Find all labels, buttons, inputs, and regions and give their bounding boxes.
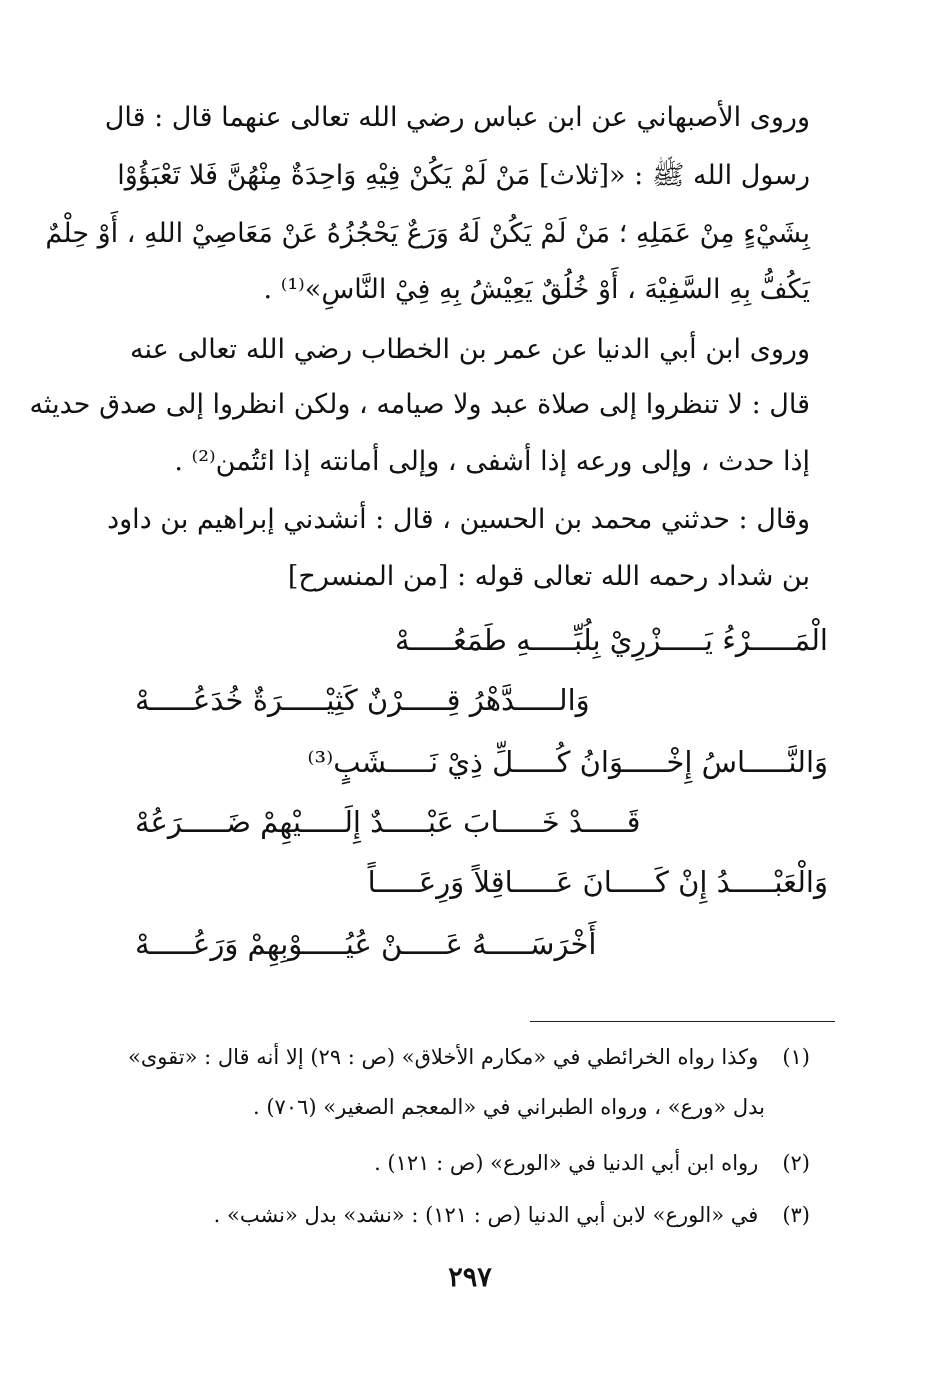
footnote-3-text: في «الورع» لابن أبي الدنيا (ص : ١٢١) : «نشد» بدل «نشب» . bbox=[213, 1203, 759, 1227]
footnote-3-number: (٣) bbox=[782, 1203, 810, 1227]
footnote-3 bbox=[130, 1198, 810, 1232]
footnote-2-number: (٢) bbox=[782, 1151, 810, 1175]
body-line-9: بن شداد رحمه الله تعالى قوله : [من المنسرح] bbox=[287, 561, 810, 592]
page-number: ٢٩٧ bbox=[448, 1262, 492, 1293]
body-line-6: قال : لا تنظروا إلى صلاة عبد ولا صيامه ، ولكن انظروا إلى صدق حديثه bbox=[29, 389, 810, 420]
body-line-2: رسول الله ﷺ : «[ثلاث] مَنْ لَمْ يَكُنْ فِيْهِ وَاحِدَةٌ مِنْهُنَّ فَلا تَعْبَؤُوْا bbox=[117, 160, 810, 191]
verse-1-first-hemistich: الْمَـــــرْءُ يَـــــزْرِيْ بِلُبِّـــــهِ طَمَعُـــــهْ bbox=[394, 623, 828, 657]
body-line-1: وروى الأصبهاني عن ابن عباس رضي الله تعالى عنهما قال : قال bbox=[104, 102, 810, 133]
body-line-8: وقال : حدثني محمد بن الحسين ، قال : أنشدني إبراهيم بن داود bbox=[107, 504, 810, 535]
body-line-7: إذا حدث ، وإلى ورعه إذا أشفى ، وإلى أمانته إذا ائتُمن⁽²⁾ . bbox=[174, 446, 810, 477]
body-line-5: وروى ابن أبي الدنيا عن عمر بن الخطاب رضي الله تعالى عنه bbox=[130, 334, 810, 365]
footnote-1-line-1: وكذا رواه الخرائطي في «مكارم الأخلاق» (ص : ٢٩) إلا أنه قال : «تقوى» bbox=[128, 1045, 759, 1069]
verse-3-second-hemistich: أَخْرَسَـــــهُ عَـــــنْ عُيُـــــوْبِهِمْ وَرَعُـــــهْ bbox=[135, 927, 597, 961]
body-line-4: يَكُفُّ بِهِ السَّفِيْهَ ، أَوْ خُلُقٌ يَعِيْشُ بِهِ فِيْ النَّاسِ»⁽¹⁾ . bbox=[263, 274, 810, 305]
footnote-1-number: (١) bbox=[782, 1045, 810, 1069]
footnote-2 bbox=[130, 1146, 810, 1180]
verse-3-first-hemistich: وَالْعَبْـــــدُ إِنْ كَـــــانَ عَـــــاقِلاً وَرِعَـــــاً bbox=[367, 865, 828, 899]
verse-1-second-hemistich: وَالـــــدَّهْرُ قِـــــرْنٌ كَثِيْـــــرَةٌ خُدَعُـــــهْ bbox=[135, 683, 590, 717]
verse-2-second-hemistich: قَـــــدْ خَـــــابَ عَبْـــــدٌ إِلَـــــيْهِمْ ضَـــــرَعُهْ bbox=[135, 805, 641, 839]
footnote-2-text: رواه ابن أبي الدنيا في «الورع» (ص : ١٢١) . bbox=[374, 1151, 759, 1175]
footnote-1-continuation: بدل «ورع» ، ورواه الطبراني في «المعجم الصغير» (٧٠٦) . bbox=[253, 1095, 765, 1119]
footnote-1 bbox=[130, 1040, 810, 1074]
body-line-3: بِشَيْءٍ مِنْ عَمَلِهِ ؛ مَنْ لَمْ يَكُنْ لَهُ وَرَعٌ يَحْجُزُهُ عَنْ مَعَاصِيْ اللهِ ، أَوْ حِلْمٌ bbox=[45, 218, 810, 249]
verse-2-first-hemistich: وَالنَّـــــاسُ إِخْـــــوَانُ كُـــــلِّ ذِيْ نَـــــشَبٍ⁽³⁾ bbox=[307, 745, 828, 779]
footnote-separator bbox=[530, 1021, 835, 1022]
